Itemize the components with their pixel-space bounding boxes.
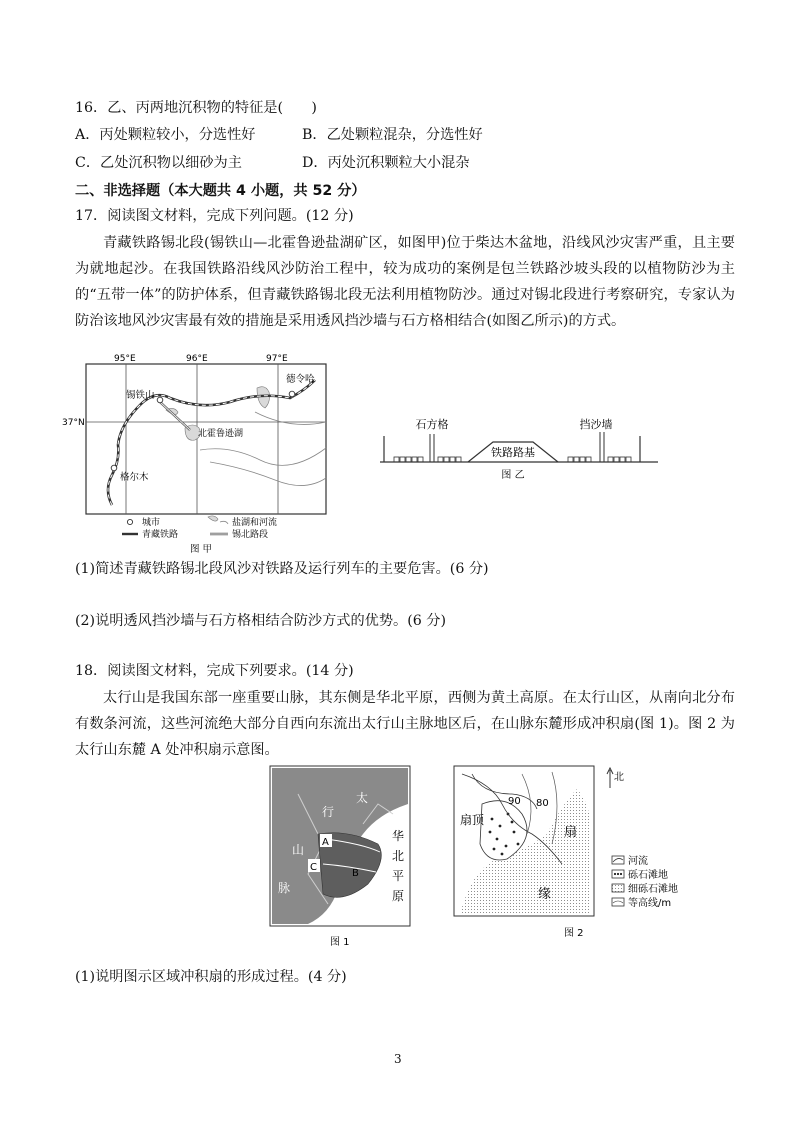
legend-qz-railway: 青藏铁路 [142, 530, 179, 540]
figure-2-alluvial-fan [452, 764, 702, 944]
city-marker-delingha [289, 391, 295, 397]
q16-stem: 16．乙、丙两地沉积物的特征是( ) [75, 100, 317, 116]
lon-97-label: 97°E [266, 354, 288, 364]
section-title: 二、非选择题（本大题共 4 小题，共 52 分） [75, 183, 366, 199]
label-mai: 脉 [278, 881, 291, 895]
map-figure-jia [60, 350, 350, 560]
q16-option-c: C．乙处沉积物以细砂为主 [75, 155, 242, 171]
label-stone-grid: 石方格 [415, 418, 449, 431]
q16-option-b: B．乙处颗粒混杂，分选性好 [302, 127, 483, 143]
map-jia-caption: 图 甲 [190, 544, 213, 555]
q18-passage: 太行山是我国东部一座重要山脉，其东侧是华北平原，西侧为黄土高原。在太行山区，从南向北分布有数条河流，这些河流绝大部分自西向东流出太行山主脉地区后，在山脉东麓形成冲积扇(图 1)。图 2 为太行山东麓 A 处冲积扇示意图。 [75, 690, 735, 758]
q16-option-d: D．丙处沉积颗粒大小混杂 [302, 155, 470, 171]
lon-96-label: 96°E [186, 354, 208, 364]
label-hua: 华 [392, 829, 405, 843]
legend-contour: 等高线/m [628, 898, 672, 909]
label-bei: 北 [392, 849, 405, 863]
city-label-xitieshan: 锡铁山 [126, 390, 155, 401]
q18-stem: 18．阅读图文材料，完成下列要求。(14 分) [75, 663, 354, 679]
label-fan-apex: 扇顶 [460, 813, 485, 827]
label-hang: 行 [322, 805, 335, 819]
q17-passage: 青藏铁路锡北段(锡铁山—北霍鲁逊盐湖矿区，如图甲)位于柴达木盆地，沿线风沙灾害严重，且主要为就地起沙。在我国铁路沿线风沙防治工程中，较为成功的案例是包兰铁路沙坡头段的以植物防沙为主的“五带一体”的防护体系，但青藏铁路锡北段无法利用植物防沙。通过对锡北段进行考察研究，专家认为防治该地风沙灾害最有效的措施是采用透风挡沙墙与石方格相结合(如图乙所示)的方式。 [75, 235, 735, 329]
city-marker-xitieshan [157, 397, 163, 403]
contour-80: 80 [536, 798, 549, 809]
lat-37-label: 37°N [62, 418, 85, 428]
page-number: 3 [394, 1052, 402, 1066]
figure-yi [378, 412, 663, 484]
label-rail-bed: 铁路路基 [491, 446, 535, 459]
legend-xibei-section: 锡北路段 [232, 530, 269, 540]
figure-1-taihang-map [268, 764, 416, 950]
lake-label: 北霍鲁逊湖 [198, 429, 244, 439]
fig1-caption: 图 1 [330, 937, 350, 948]
q17-sub1: (1)简述青藏铁路锡北段风沙对铁路及运行列车的主要危害。(6 分) [75, 561, 489, 577]
city-label-golmud: 格尔木 [120, 472, 149, 483]
north-label: 北 [614, 772, 624, 783]
legend-gravel: 砾石滩地 [628, 870, 668, 881]
q17-sub2: (2)说明透风挡沙墙与石方格相结合防沙方式的优势。(6 分) [75, 613, 447, 629]
label-yuan: 原 [392, 889, 405, 903]
label-sand-wall: 挡沙墙 [579, 418, 613, 431]
fig-yi-caption: 图 乙 [501, 470, 525, 481]
label-fan: 扇 [564, 825, 578, 840]
contour-90: 90 [508, 796, 521, 807]
legend-river: 河流 [628, 856, 648, 867]
lon-95-label: 95°E [114, 354, 136, 364]
q18-sub1: (1)说明图示区域冲积扇的形成过程。(4 分) [75, 969, 347, 985]
point-c: C [310, 862, 317, 873]
legend-city: 城市 [142, 518, 161, 528]
point-b: B [352, 868, 359, 879]
legend-fine-gravel: 细砾石滩地 [628, 884, 678, 895]
label-tai: 太 [356, 791, 369, 805]
legend-lake-river: 盐湖和河流 [232, 518, 278, 528]
q17-stem: 17．阅读图文材料，完成下列问题。(12 分) [75, 208, 354, 224]
point-a: A [322, 837, 329, 848]
label-shan: 山 [292, 843, 305, 857]
label-ping: 平 [392, 869, 405, 883]
fig2-caption: 图 2 [564, 928, 584, 939]
q16-option-a: A．丙处颗粒较小，分选性好 [75, 127, 256, 143]
city-label-delingha: 德令哈 [286, 374, 315, 385]
label-edge: 缘 [538, 887, 552, 902]
city-marker-golmud [111, 465, 117, 471]
